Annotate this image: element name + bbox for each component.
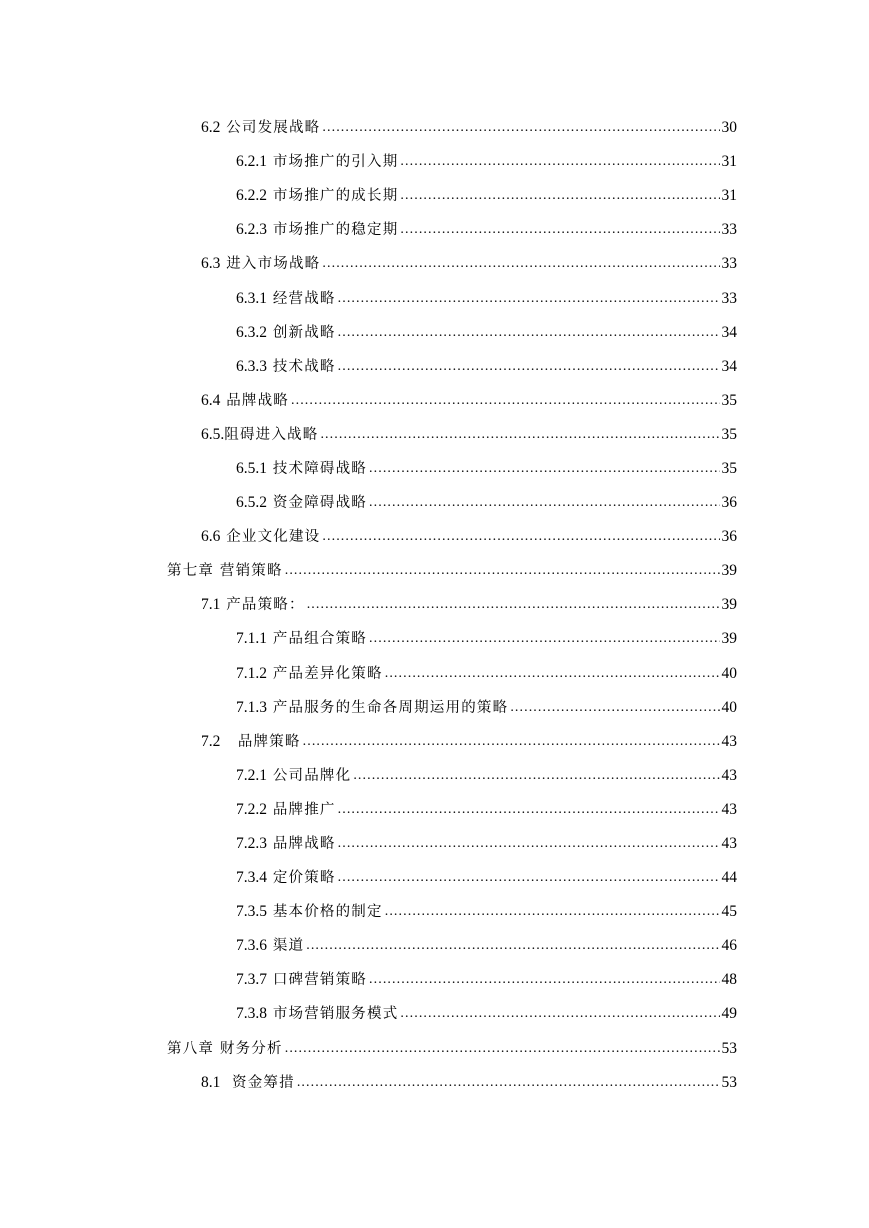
toc-page-number: 39 <box>721 562 737 580</box>
toc-entry-number: 6.2.3 <box>236 221 267 239</box>
toc-dot-leader <box>338 289 720 309</box>
toc-dot-leader <box>303 732 720 752</box>
toc-dot-leader <box>322 254 719 274</box>
toc-page-number: 40 <box>721 664 737 682</box>
toc-entry-title <box>201 425 318 445</box>
toc-entry-title <box>201 1073 295 1093</box>
toc-dot-leader <box>385 664 720 684</box>
toc-page-number: 36 <box>721 528 737 546</box>
toc-entry-title <box>201 595 305 615</box>
toc-dot-leader <box>322 118 719 138</box>
toc-entry-label: 资金筹措 <box>232 1074 295 1091</box>
toc-entry-number: 6.3.1 <box>236 289 267 307</box>
toc-entry <box>0 793 869 827</box>
toc-dot-leader <box>369 493 719 513</box>
toc-entry <box>0 384 869 418</box>
toc-dot-leader <box>353 766 719 786</box>
toc-entry <box>0 1066 869 1100</box>
toc-dot-leader <box>338 800 720 820</box>
toc-dot-leader <box>306 936 719 956</box>
toc-entry-number: 6.3.3 <box>236 357 267 375</box>
toc-dot-leader <box>322 527 719 547</box>
toc-entry-title <box>236 936 304 956</box>
toc-page-number: 43 <box>721 800 737 818</box>
toc-page-number: 36 <box>721 494 737 512</box>
toc-entry-title <box>201 118 320 138</box>
toc-entry-number: 7.3.5 <box>236 903 267 921</box>
toc-dot-leader <box>338 357 720 377</box>
toc-page-number: 31 <box>721 153 737 171</box>
toc-entry-title <box>236 800 336 820</box>
toc-entry-label: 市场推广的稳定期 <box>272 222 399 239</box>
toc-dot-leader <box>400 220 719 240</box>
toc-entry-separator <box>220 734 237 750</box>
toc-entry <box>0 111 869 145</box>
toc-entry-number: 7.3.4 <box>236 869 267 887</box>
toc-dot-leader <box>285 1039 720 1059</box>
toc-entry-label: 技术战略 <box>272 358 336 375</box>
toc-page-number: 46 <box>721 937 737 955</box>
toc-page-number: 45 <box>721 903 737 921</box>
toc-dot-leader <box>369 629 719 649</box>
toc-entry <box>0 725 869 759</box>
toc-entry-number: 7.3.6 <box>236 937 267 955</box>
toc-page-number: 33 <box>721 289 737 307</box>
toc-entry-number: 6.4 <box>201 391 221 409</box>
toc-entry-label: 品牌策略 <box>237 733 301 750</box>
toc-entry-number: 6.5.1 <box>236 459 267 477</box>
toc-entry-label: 阻碍进入战略 <box>224 426 319 443</box>
toc-entry-number: 7.1.1 <box>236 630 267 648</box>
toc-dot-leader <box>338 323 720 343</box>
toc-entry-title <box>236 493 367 513</box>
toc-dot-leader <box>400 1004 719 1024</box>
toc-entry-label: 品牌战略 <box>226 392 289 409</box>
toc-page-number: 31 <box>721 187 737 205</box>
toc-entry-label: 定价策略 <box>272 870 336 887</box>
toc-entry-label: 产品组合策略 <box>272 631 368 648</box>
toc-entry-label: 基本价格的制定 <box>272 904 383 921</box>
toc-entry-label: 产品差异化策略 <box>272 665 383 682</box>
toc-entry-number: 7.1.3 <box>236 698 267 716</box>
toc-dot-leader <box>400 152 719 172</box>
toc-entry-title <box>236 970 367 990</box>
toc-page-number: 39 <box>721 596 737 614</box>
toc-page-number: 34 <box>721 357 737 375</box>
toc-entry-label: 市场推广的成长期 <box>272 188 399 205</box>
toc-entry-label: 第八章 财务分析 <box>167 1040 283 1057</box>
toc-page-number: 43 <box>721 835 737 853</box>
toc-dot-leader <box>285 561 720 581</box>
toc-entry <box>0 588 869 622</box>
toc-entry-title <box>236 357 336 377</box>
toc-page-number: 43 <box>721 766 737 784</box>
toc-entry-label: 进入市场战略 <box>226 256 321 273</box>
toc-entry-title <box>236 834 336 854</box>
toc-dot-leader <box>307 595 720 615</box>
toc-entry <box>0 247 869 281</box>
toc-entry-title <box>201 732 301 752</box>
toc-entry <box>0 145 869 179</box>
toc-entry-label: 品牌推广 <box>272 801 336 818</box>
toc-page-number: 39 <box>721 630 737 648</box>
toc-entry-label: 市场推广的引入期 <box>272 154 399 171</box>
toc-page-number: 49 <box>721 1005 737 1023</box>
toc-dot-leader <box>338 868 720 888</box>
toc-dot-leader <box>385 902 720 922</box>
toc-entry-number: 7.3.7 <box>236 971 267 989</box>
toc-dot-leader <box>320 425 719 445</box>
toc-page-number: 33 <box>721 221 737 239</box>
toc-entry-title <box>236 220 398 240</box>
toc-entry-label: 技术障碍战略 <box>272 460 368 477</box>
toc-dot-leader <box>400 186 719 206</box>
toc-entry <box>0 452 869 486</box>
toc-entry <box>0 895 869 929</box>
toc-dot-leader <box>369 970 719 990</box>
toc-page-number: 43 <box>721 732 737 750</box>
toc-dot-leader <box>510 698 719 718</box>
toc-entry-label: 公司品牌化 <box>272 767 352 784</box>
toc-entry-title <box>167 1039 283 1059</box>
toc-entry-label: 创新战略 <box>272 324 336 341</box>
toc-entry <box>0 963 869 997</box>
toc-dot-leader <box>369 459 719 479</box>
toc-entry-title <box>201 391 289 411</box>
toc-entry-separator <box>220 1075 232 1091</box>
toc-entry <box>0 861 869 895</box>
toc-page-number: 44 <box>721 869 737 887</box>
toc-page-number: 30 <box>721 119 737 137</box>
toc-entry-label: 第七章 营销策略 <box>167 563 283 580</box>
toc-entry-title <box>236 323 336 343</box>
toc-entry-title <box>201 527 320 547</box>
toc-entry-label: 公司发展战略 <box>226 120 321 137</box>
toc-entry-number: 7.2.3 <box>236 835 267 853</box>
toc-entry <box>0 1032 869 1066</box>
toc-entry-label: 口碑营销策略 <box>272 972 368 989</box>
toc-entry-number: 7.2.1 <box>236 766 267 784</box>
toc-entry-title <box>236 698 508 718</box>
toc-entry-label: 产品策略： <box>226 597 305 614</box>
toc-entry-number: 6.2.2 <box>236 187 267 205</box>
toc-entry-label: 品牌战略 <box>272 836 336 853</box>
toc-page-number: 35 <box>721 391 737 409</box>
toc-page-number: 34 <box>721 323 737 341</box>
toc-entry-title <box>236 152 398 172</box>
table-of-contents <box>0 111 869 1100</box>
toc-entry-number: 7.2.2 <box>236 800 267 818</box>
toc-dot-leader <box>297 1073 720 1093</box>
toc-page-number: 33 <box>721 255 737 273</box>
toc-entry <box>0 418 869 452</box>
toc-entry <box>0 213 869 247</box>
toc-entry-title <box>236 868 336 888</box>
toc-entry-number: 6.5. <box>201 425 225 443</box>
toc-entry-title <box>201 254 320 274</box>
toc-entry-label: 企业文化建设 <box>226 529 321 546</box>
toc-entry-title <box>236 1004 398 1024</box>
toc-entry <box>0 622 869 656</box>
toc-entry-title <box>167 561 283 581</box>
toc-entry-label: 资金障碍战略 <box>272 495 368 512</box>
toc-entry-label: 产品服务的生命各周期运用的策略 <box>272 699 509 716</box>
toc-entry-title <box>236 186 398 206</box>
toc-entry <box>0 520 869 554</box>
toc-entry-title <box>236 289 336 309</box>
toc-page-number: 53 <box>721 1073 737 1091</box>
toc-entry-number: 7.1.2 <box>236 664 267 682</box>
toc-page-number: 35 <box>721 459 737 477</box>
toc-entry-number: 7.1 <box>201 596 221 614</box>
toc-entry-number: 6.2 <box>201 119 221 137</box>
toc-entry-number: 6.5.2 <box>236 494 267 512</box>
toc-entry-title <box>236 902 383 922</box>
toc-entry-number: 8.1 <box>201 1073 221 1091</box>
toc-entry <box>0 929 869 963</box>
toc-entry-title <box>236 629 367 649</box>
toc-entry <box>0 691 869 725</box>
toc-entry-title <box>236 766 351 786</box>
toc-page-number: 40 <box>721 698 737 716</box>
toc-entry <box>0 179 869 213</box>
toc-entry-number: 7.3.8 <box>236 1005 267 1023</box>
toc-entry <box>0 554 869 588</box>
toc-entry-title <box>236 459 367 479</box>
toc-entry-title <box>236 664 383 684</box>
toc-entry <box>0 281 869 315</box>
toc-entry <box>0 997 869 1031</box>
toc-entry <box>0 657 869 691</box>
toc-page-number: 53 <box>721 1039 737 1057</box>
toc-entry-label: 渠道 <box>272 938 305 955</box>
toc-entry-number: 6.6 <box>201 528 221 546</box>
toc-entry-label: 经营战略 <box>272 290 336 307</box>
toc-entry-label: 市场营销服务模式 <box>272 1006 399 1023</box>
toc-entry <box>0 759 869 793</box>
toc-dot-leader <box>291 391 720 411</box>
toc-page-number: 48 <box>721 971 737 989</box>
toc-entry <box>0 827 869 861</box>
toc-dot-leader <box>338 834 720 854</box>
toc-entry <box>0 350 869 384</box>
toc-entry-number: 6.2.1 <box>236 153 267 171</box>
toc-entry-number: 6.3 <box>201 255 221 273</box>
toc-entry <box>0 486 869 520</box>
toc-entry <box>0 316 869 350</box>
toc-page-number: 35 <box>721 425 737 443</box>
toc-entry-number: 6.3.2 <box>236 323 267 341</box>
toc-entry-number: 7.2 <box>201 732 221 750</box>
